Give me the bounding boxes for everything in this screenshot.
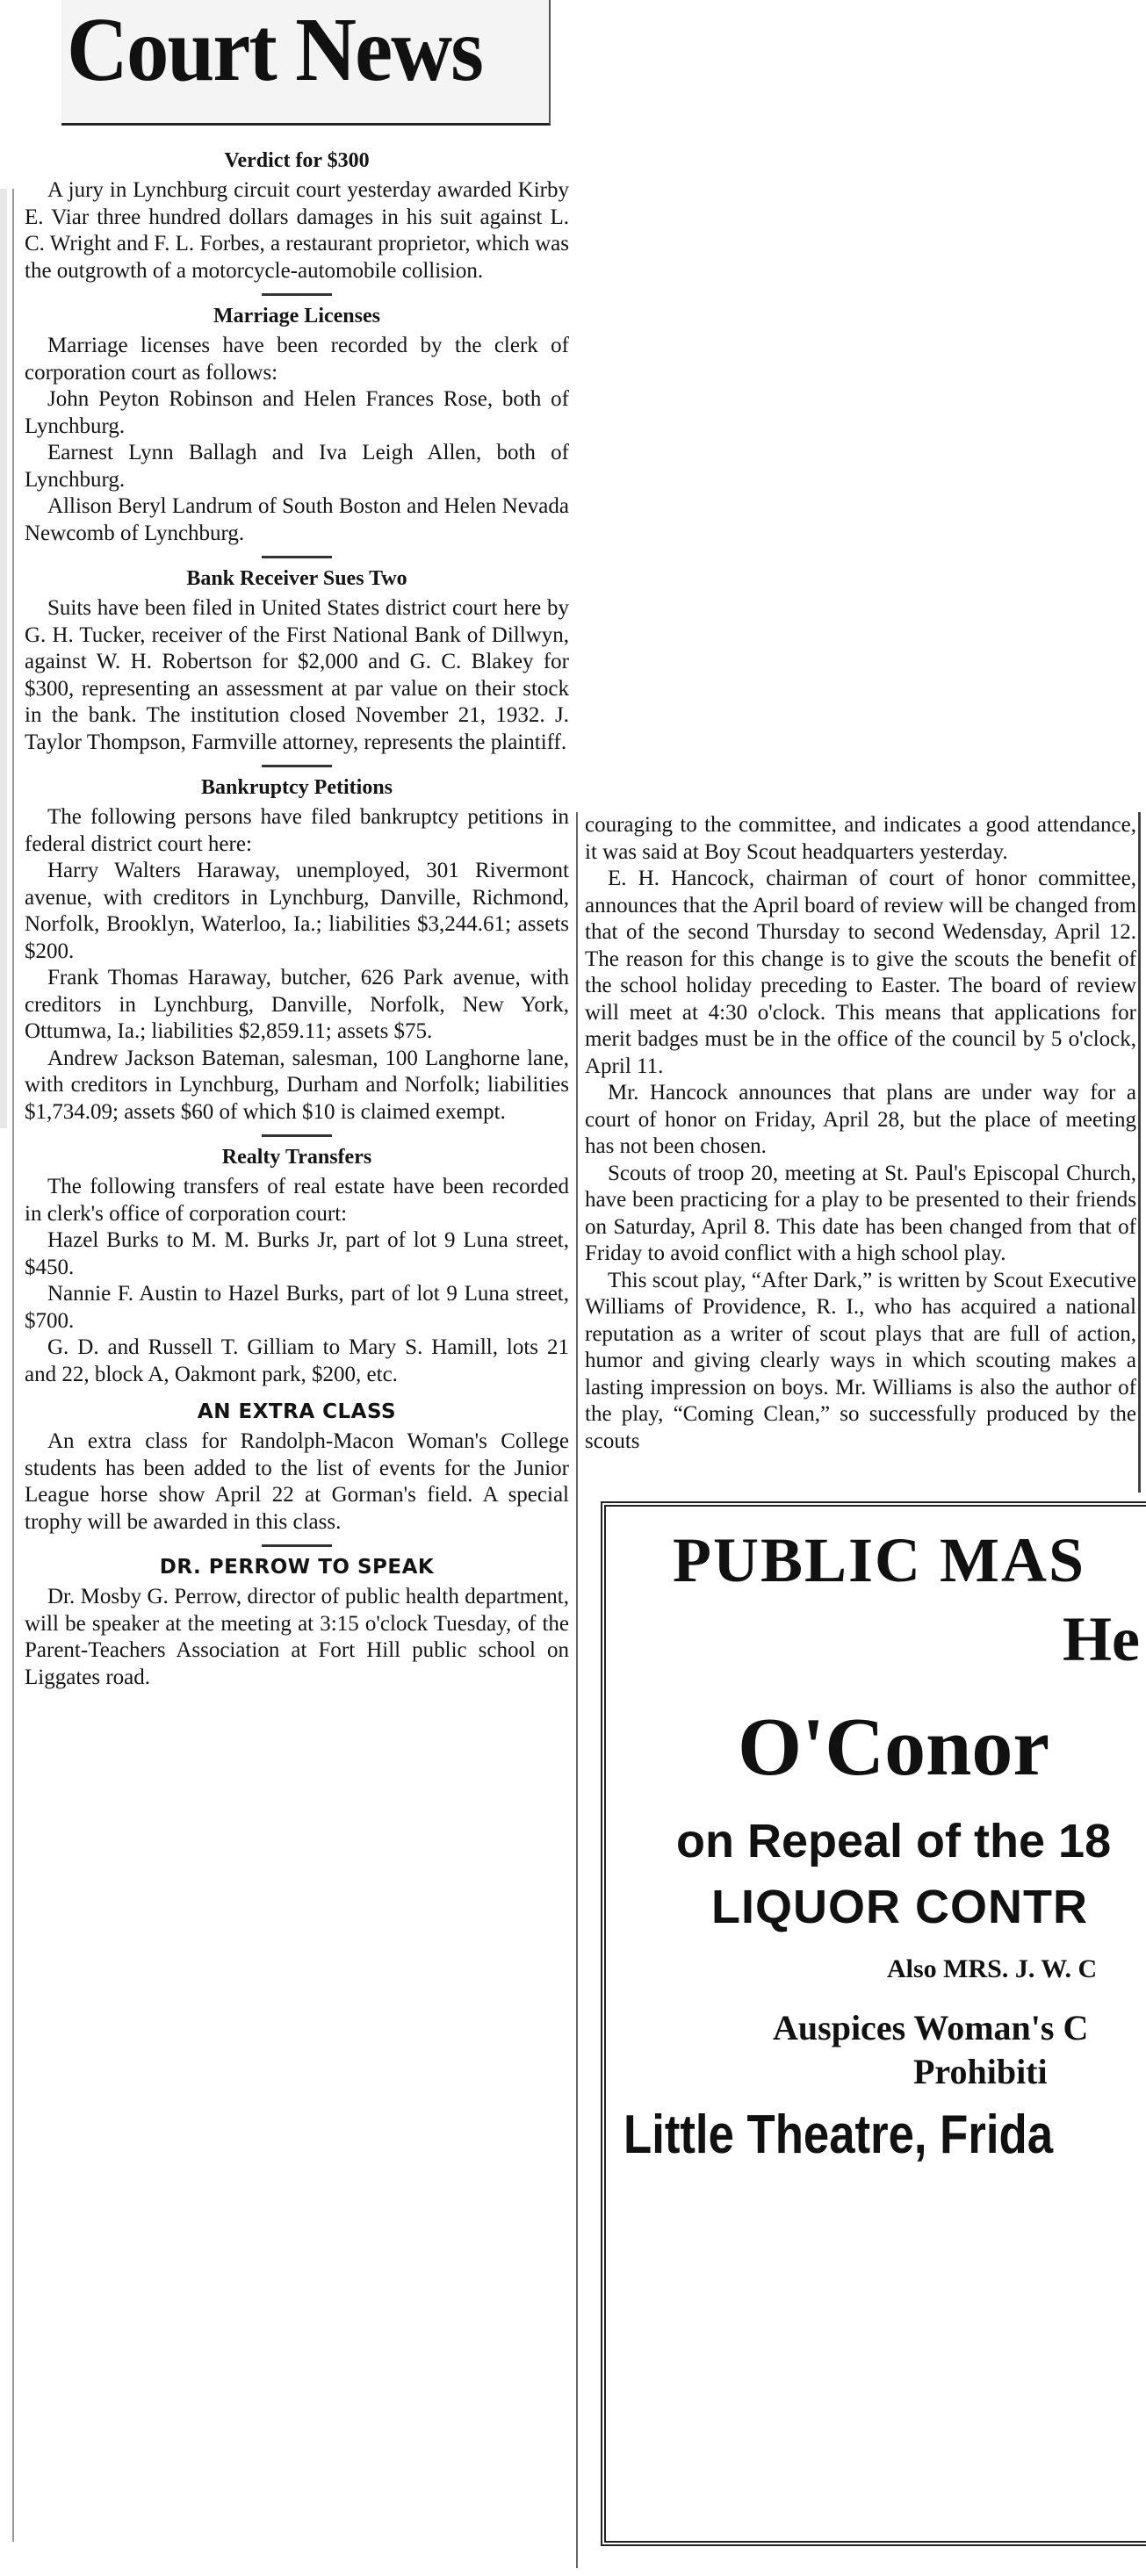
column-rule-right xyxy=(1138,812,1141,1493)
article-paragraph: The following transfers of real estate have been recorded in clerk's office of corporation court: xyxy=(25,1175,569,1226)
article-headline: Verdict for $300 xyxy=(224,149,370,172)
story-paragraph: This scout play, “After Dark,” is written by Scout Executive Williams of Providence, R. I., who has acquired a national reputation as a writer of scout plays that are full of action, humor and giving clearly ways in which scouting makes a lasting impression on boys. Mr. Williams is also the author of the play, “Coming Clean,” so successfully produced by the scouts xyxy=(585,1268,1136,1453)
public-mass-meeting-advertisement xyxy=(601,1501,1146,2546)
article-paragraph: Allison Beryl Landrum of South Boston and Helen Nevada Newcomb of Lynchburg. xyxy=(25,494,569,545)
story-paragraph: couraging to the committee, and indicates a good attendance, it was said at Boy Scout headquarters yesterday. xyxy=(585,813,1136,864)
ad-line-prohibition: Prohibiti xyxy=(913,2052,1048,2091)
article-headline: Bankruptcy Petitions xyxy=(200,776,393,799)
ad-line-auspices: Auspices Woman's C xyxy=(773,2008,1089,2047)
adjacent-column-edge xyxy=(0,189,7,1128)
separator-rule xyxy=(262,765,332,767)
separator-rule xyxy=(262,1544,332,1547)
article-headline: Realty Transfers xyxy=(221,1146,372,1169)
article-headline: Bank Receiver Sues Two xyxy=(186,567,407,590)
article-paragraph: Harry Walters Haraway, unemployed, 301 Rivermont avenue, with creditors in Lynchburg, Danville, Richmond, Norfolk, Brooklyn, Waterloo, Ia.; liabilities $3,244.61; assets $200. xyxy=(25,859,569,963)
article-paragraph: Hazel Burks to M. M. Burks Jr, part of lot 9 Luna street, $450. xyxy=(25,1228,569,1279)
ad-line-public-mass: PUBLIC MAS xyxy=(673,1525,1086,1595)
ad-line-little-theatre: Little Theatre, Frida xyxy=(623,2105,1054,2165)
ad-line-oconor: O'Conor xyxy=(738,1702,1050,1793)
separator-rule xyxy=(262,556,332,558)
scout-story-column xyxy=(585,812,1136,1455)
ad-line-liquor-control: LIQUOR CONTR xyxy=(711,1881,1088,1933)
court-news-column xyxy=(25,140,569,1700)
article-paragraph: A jury in Lynchburg circuit court yesterday awarded Kirby E. Viar three hundred dollars damages in his suit against L. C. Wright and F. L. Forbes, a restaurant proprietor, which was the outgrowth of a motorcycle-automobile collision. xyxy=(25,178,569,283)
article-paragraph: Andrew Jackson Bateman, salesman, 100 Langhorne lane, with creditors in Lynchburg, Durham and Norfolk; liabilities $1,734.09; assets $60 of which $10 is claimed exempt. xyxy=(25,1046,569,1124)
ad-line-also: Also MRS. J. W. C xyxy=(887,1954,1098,1983)
story-paragraph: Mr. Hancock announces that plans are under way for a court of honor on Friday, April 28, but the place of meeting has not been chosen. xyxy=(585,1081,1136,1158)
article-paragraph: Dr. Mosby G. Perrow, director of public health department, will be speaker at the meeting at 3:15 o'clock Tuesday, of the Parent-Teachers Association at Fort Hill public school on Liggates road. xyxy=(25,1585,569,1689)
article-paragraph: Marriage licenses have been recorded by the clerk of corporation court as follows: xyxy=(25,334,569,385)
story-paragraph: Scouts of troop 20, meeting at St. Paul's Episcopal Church, have been practicing for a play to be presented to their friends on Saturday, April 8. This date has been changed from that of Friday to avoid conflict with a high school play. xyxy=(585,1161,1136,1265)
article-paragraph: John Peyton Robinson and Helen Frances Rose, both of Lynchburg. xyxy=(25,387,569,438)
article-marriage-licenses xyxy=(25,301,569,547)
separator-rule xyxy=(262,1134,332,1137)
article-paragraph: An extra class for Randolph-Macon Woman's College students has been added to the list of events for the Junior League horse show April 22 at Gorman's field. A special trophy will be awarded in this class. xyxy=(25,1429,569,1534)
article-paragraph: The following persons have filed bankruptcy petitions in federal district court here: xyxy=(25,805,569,856)
article-paragraph: Earnest Lynn Ballagh and Iva Leigh Allen, both of Lynchburg. xyxy=(25,441,569,492)
article-verdict xyxy=(25,146,569,284)
column-rule-middle xyxy=(576,812,578,2568)
article-bank-receiver xyxy=(25,564,569,756)
article-perrow xyxy=(25,1552,569,1691)
article-paragraph: G. D. and Russell T. Gilliam to Mary S. Hamill, lots 21 and 22, block A, Oakmont park, $200, etc. xyxy=(25,1335,569,1386)
article-bankruptcy-petitions xyxy=(25,773,569,1126)
ad-line-he: He xyxy=(1063,1604,1140,1674)
article-headline: AN EXTRA CLASS xyxy=(197,1400,397,1423)
masthead-title: Court News xyxy=(67,0,482,100)
masthead xyxy=(61,0,551,126)
article-headline: Marriage Licenses xyxy=(213,305,380,327)
article-paragraph: Frank Thomas Haraway, butcher, 626 Park avenue, with creditors in Lynchburg, Danville, Norfolk, New York, Ottumwa, Ia.; liabilities $2,859.11; assets $75. xyxy=(25,966,569,1043)
article-paragraph: Nannie F. Austin to Hazel Burks, part of lot 9 Luna street, $700. xyxy=(25,1282,569,1333)
article-headline: DR. PERROW TO SPEAK xyxy=(159,1556,435,1579)
ad-line-repeal: on Repeal of the 18 xyxy=(676,1815,1112,1867)
article-realty-transfers xyxy=(25,1142,569,1388)
article-extra-class xyxy=(25,1397,569,1536)
article-paragraph: Suits have been filed in United States district court here by G. H. Tucker, receiver of the First National Bank of Dillwyn, against W. H. Robertson for $2,000 and G. C. Blakey for $300, representing an assessment at par value on their stock in the bank. The institution closed November 21, 1932. J. Taylor Thompson, Farmville attorney, represents the plaintiff. xyxy=(25,596,569,754)
column-rule-left xyxy=(12,189,14,2542)
story-paragraph: E. H. Hancock, chairman of court of honor committee, announces that the April board of review will be changed from that of the second Thursday to second Wedensday, April 12. The reason for this change is to give the scouts the benefit of the school holiday preceding to Easter. The board of review will meet at 4:30 o'clock. This means that applications for merit badges must be in the office of the council by 5 o'clock, April 11. xyxy=(585,867,1136,1078)
separator-rule xyxy=(262,293,332,296)
